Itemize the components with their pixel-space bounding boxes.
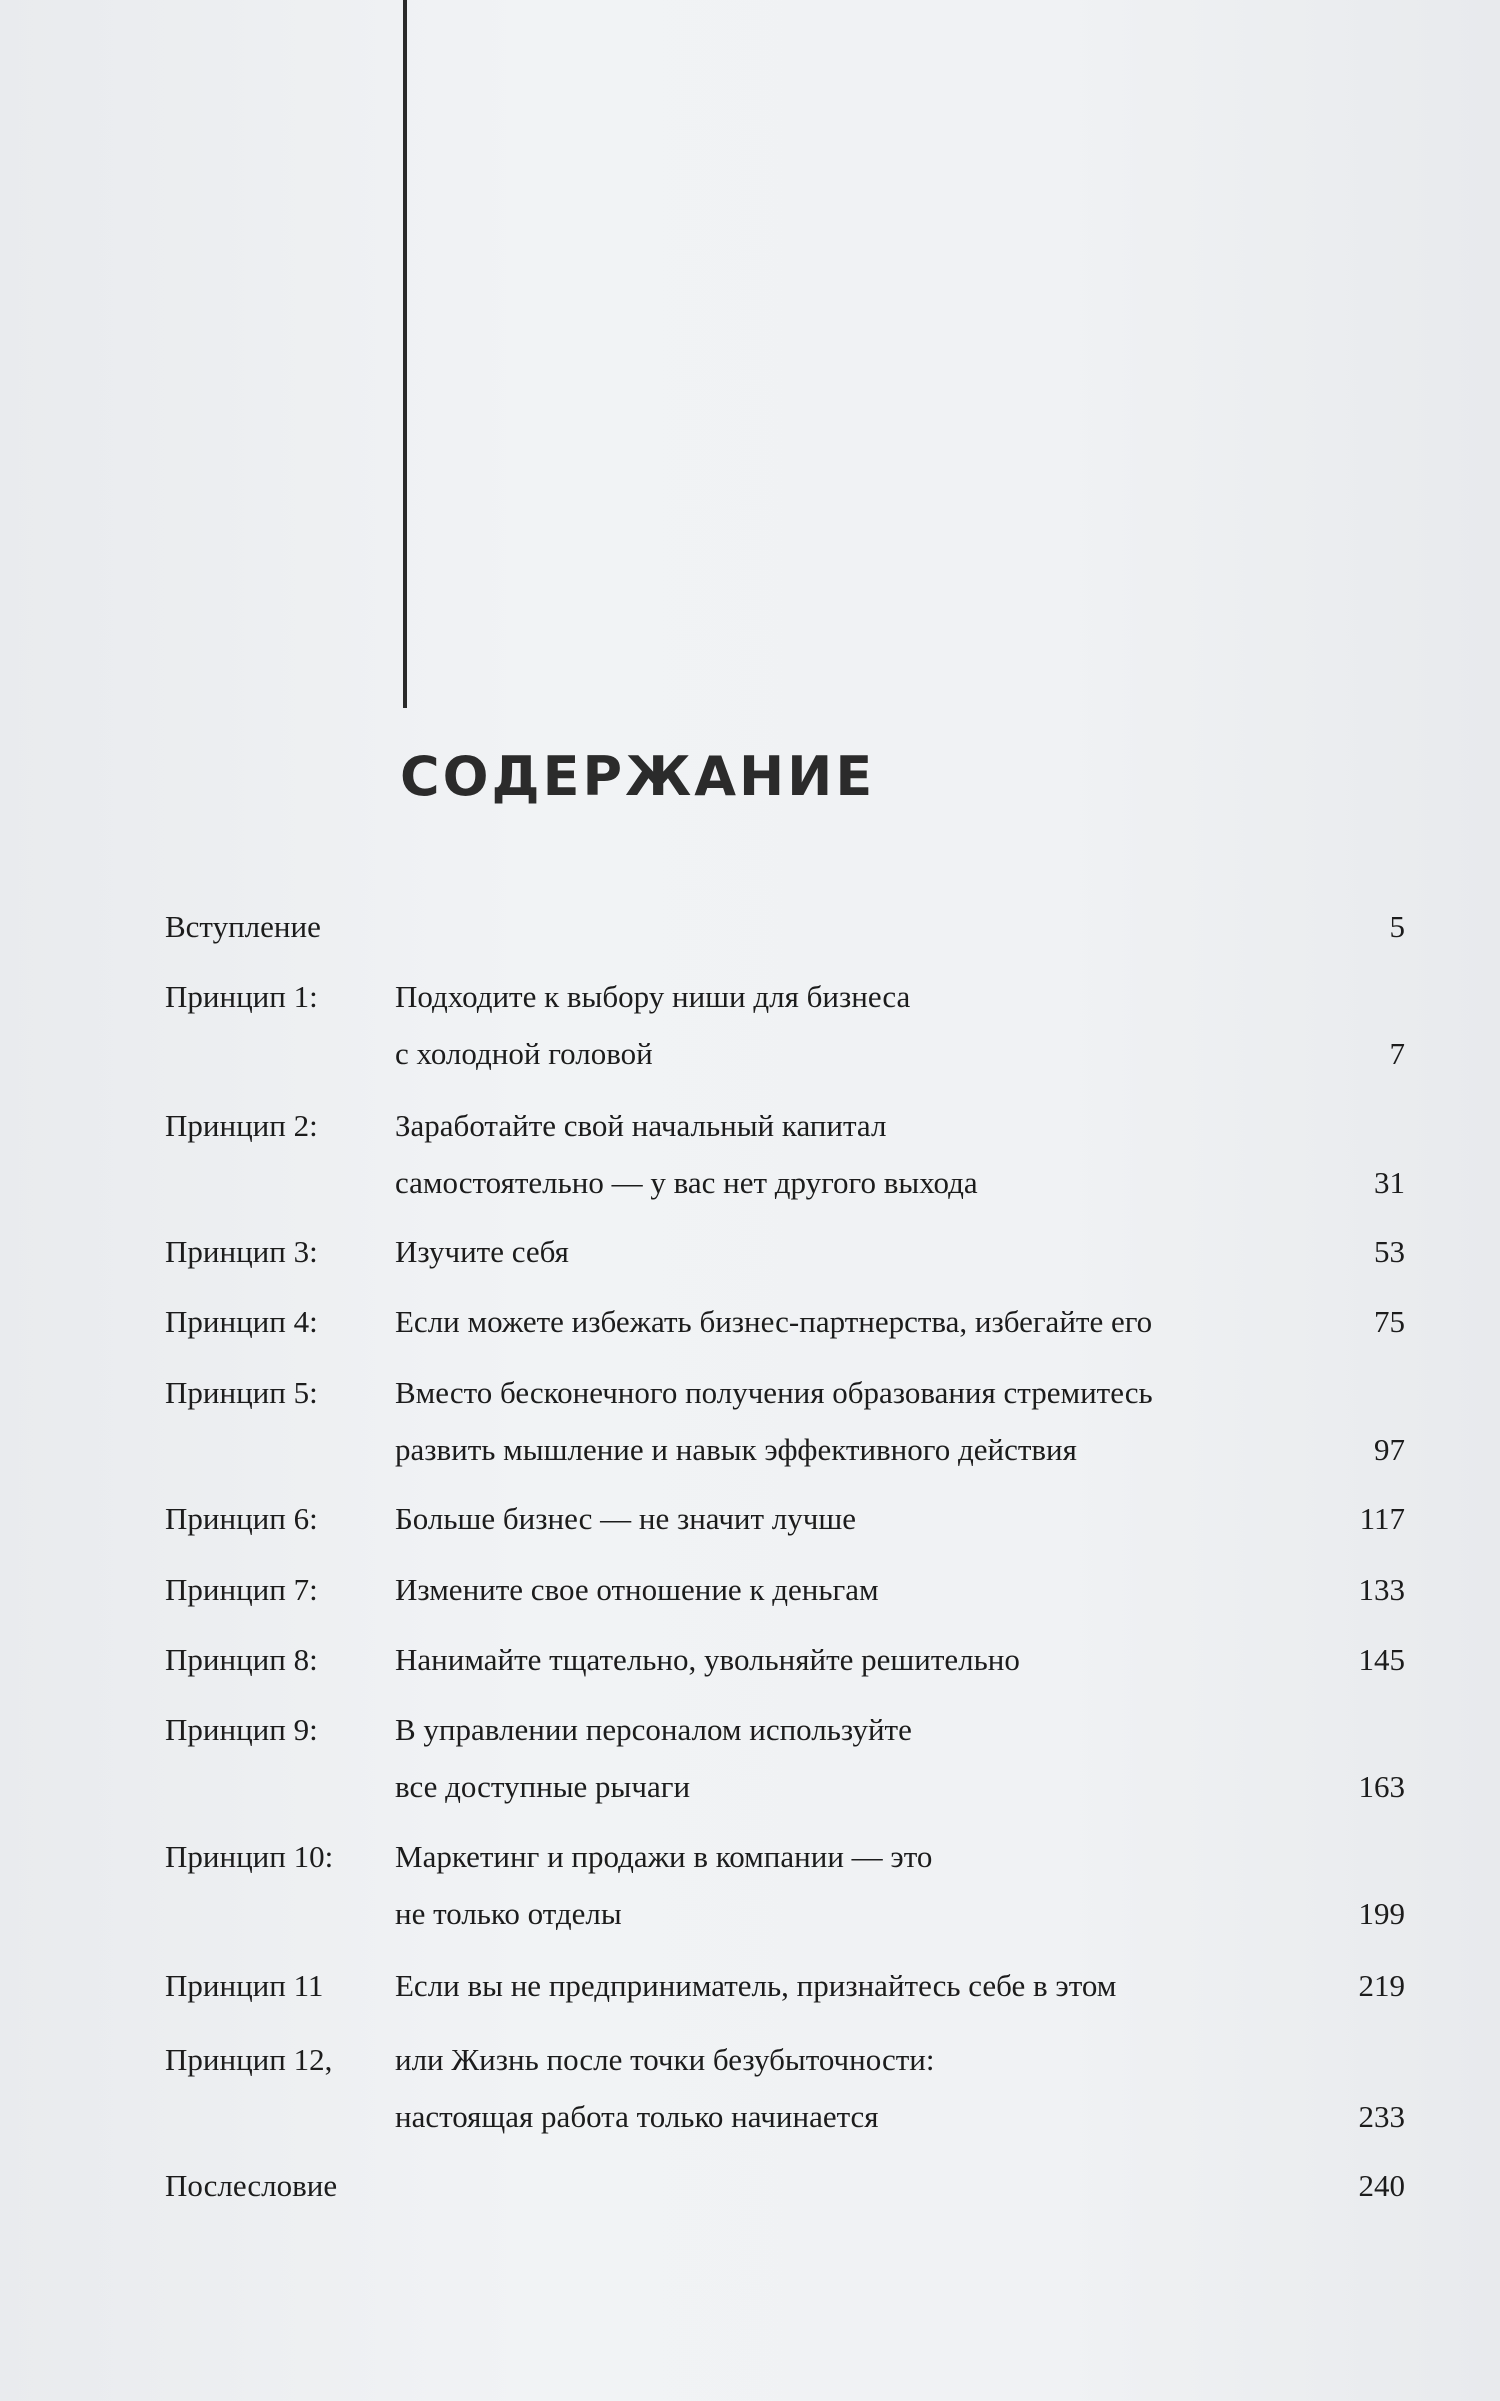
toc-entry-label: Принцип 3: <box>165 1234 318 1269</box>
toc-entry-label: Принцип 5: <box>165 1375 318 1410</box>
toc-entry-label: Принцип 8: <box>165 1642 318 1677</box>
toc-entry-title-line-1: Больше бизнес — не значит лучше <box>395 1501 856 1536</box>
toc-page-number: 53 <box>1374 1234 1405 1269</box>
toc-page-number: 97 <box>1374 1432 1405 1467</box>
toc-page-number: 145 <box>1358 1642 1405 1677</box>
toc-page-number: 31 <box>1374 1165 1405 1200</box>
toc-entry-title-line-2: все доступные рычаги <box>395 1769 691 1804</box>
page-title: СОДЕРЖАНИЕ <box>400 745 876 808</box>
toc-page-number: 5 <box>1389 909 1405 944</box>
toc-entry-title-line-1: Вместо бесконечного получения образования стремитесь <box>395 1375 1153 1410</box>
toc-entry-label: Послесловие <box>165 2168 338 2203</box>
toc-entry-label: Принцип 9: <box>165 1712 318 1747</box>
toc-entry-title-line-1: Подходите к выбору ниши для бизнеса <box>395 979 911 1014</box>
toc-entry-title-line-2: не только отделы <box>395 1896 622 1931</box>
toc-entry-label: Принцип 2: <box>165 1108 318 1143</box>
toc-entry-title-line-1: Изучите себя <box>395 1234 569 1269</box>
toc-entry-title-line-1: Маркетинг и продажи в компании — это <box>395 1839 933 1874</box>
toc-entry-title-line-2: с холодной головой <box>395 1036 653 1071</box>
toc-page-number: 163 <box>1358 1769 1405 1804</box>
toc-entry-title-line-2: настоящая работа только начинается <box>395 2099 879 2134</box>
toc-page-number: 240 <box>1358 2168 1405 2203</box>
toc-entry-title-line-1: Если можете избежать бизнес-партнерства, избегайте его <box>395 1304 1153 1339</box>
toc-entry-title-line-2: самостоятельно — у вас нет другого выхода <box>395 1165 978 1200</box>
toc-page-number: 133 <box>1358 1572 1405 1607</box>
toc-page-number: 219 <box>1358 1968 1405 2003</box>
toc-page-number: 199 <box>1358 1896 1405 1931</box>
toc-entry-label: Принцип 1: <box>165 979 318 1014</box>
toc-entry-label: Принцип 4: <box>165 1304 318 1339</box>
toc-entry-title-line-1: Если вы не предприниматель, признайтесь себе в этом <box>395 1968 1117 2003</box>
toc-entry-label: Принцип 10: <box>165 1839 334 1874</box>
toc-page-number: 7 <box>1389 1036 1405 1071</box>
toc-page-number: 117 <box>1359 1501 1405 1536</box>
toc-entry-title-line-1: или Жизнь после точки безубыточности: <box>395 2042 935 2077</box>
toc-entry-title-line-1: Измените свое отношение к деньгам <box>395 1572 879 1607</box>
toc-entry-label: Принцип 12, <box>165 2042 333 2077</box>
toc-entry-title-line-2: развить мышление и навык эффективного действия <box>395 1432 1077 1467</box>
toc-entry-label: Вступление <box>165 909 321 944</box>
toc-entry-title-line-1: Нанимайте тщательно, увольняйте решительно <box>395 1642 1020 1677</box>
toc-entry-label: Принцип 6: <box>165 1501 318 1536</box>
toc-page-number: 75 <box>1374 1304 1405 1339</box>
toc-entry-title-line-1: Заработайте свой начальный капитал <box>395 1108 887 1143</box>
toc-entry-label: Принцип 7: <box>165 1572 318 1607</box>
toc-entry-label: Принцип 11 <box>165 1968 324 2003</box>
toc-page-number: 233 <box>1358 2099 1405 2134</box>
toc-entry-title-line-1: В управлении персоналом используйте <box>395 1712 912 1747</box>
